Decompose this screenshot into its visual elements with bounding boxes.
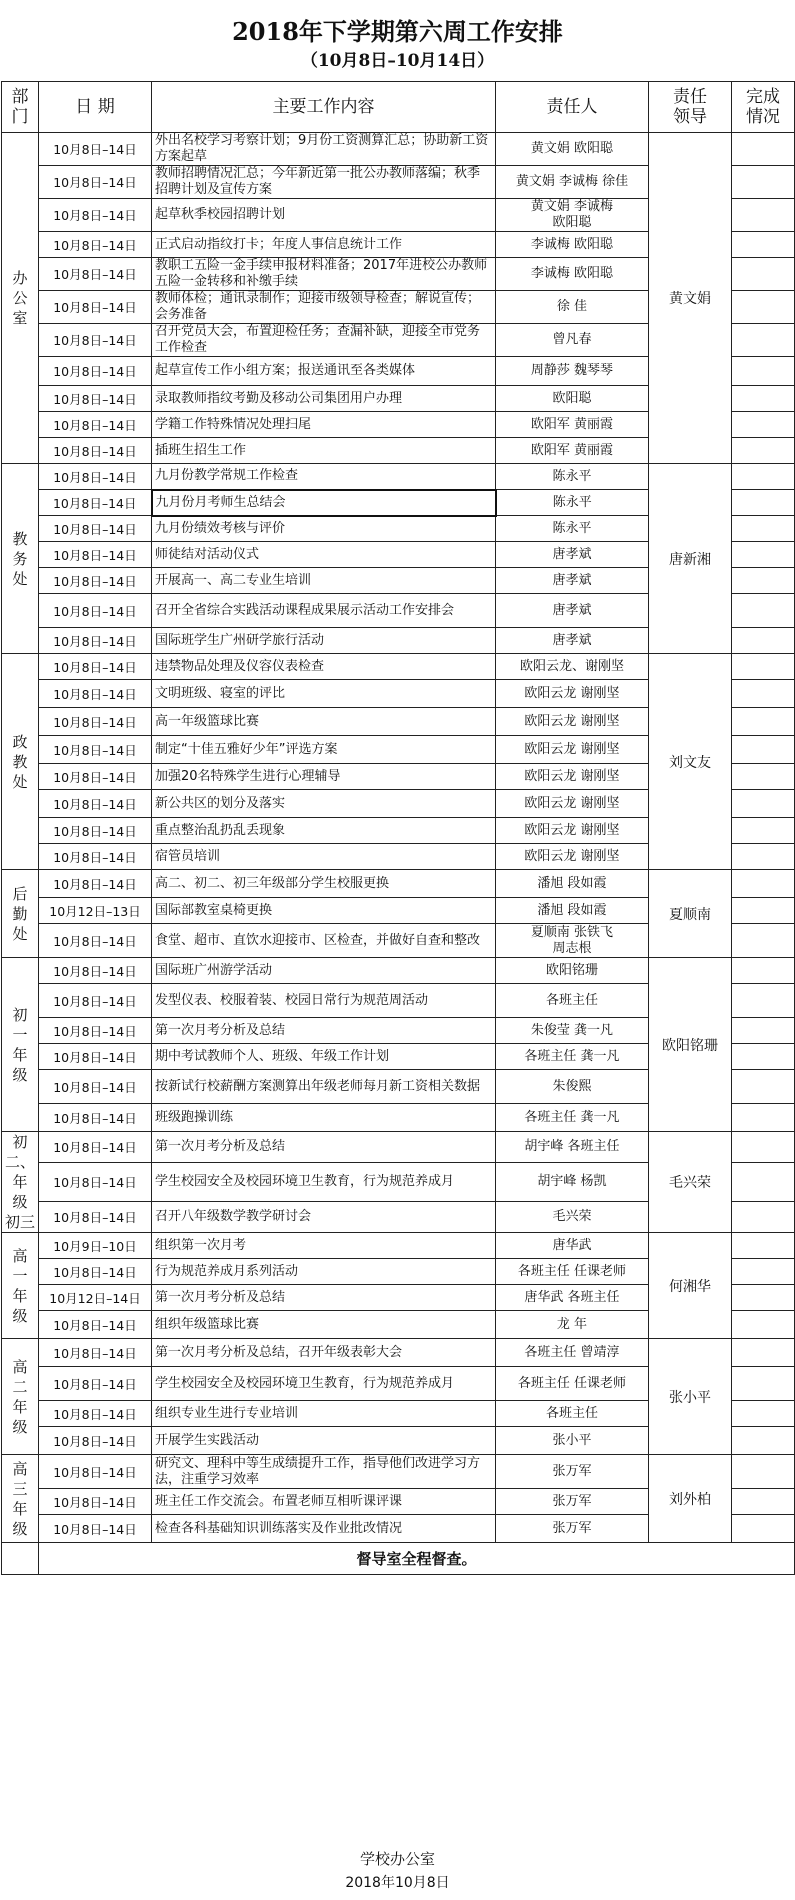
responsible-cell: 李诚梅 欧阳聪 [496, 258, 649, 291]
date-cell: 10月8日–14日 [39, 1070, 152, 1104]
page-title: 2018年下学期第六周工作安排 [232, 17, 563, 46]
responsible-cell: 欧阳云龙 谢刚坚 [496, 844, 649, 870]
task-cell: 九月份绩效考核与评价 [152, 516, 496, 542]
completion-cell [732, 1233, 795, 1259]
completion-cell [732, 291, 795, 324]
task-cell: 班级跑操训练 [152, 1104, 496, 1132]
responsible-cell: 各班主任 龚一凡 [496, 1044, 649, 1070]
dept-cell: 高 二 年 级 [2, 1339, 39, 1455]
date-cell: 10月8日–14日 [39, 654, 152, 680]
leader-cell: 张小平 [649, 1339, 732, 1455]
completion-cell [732, 258, 795, 291]
task-cell: 研究文、理科中等生成绩提升工作，指导他们改进学习方法，注重学习效率 [152, 1455, 496, 1489]
footer-office: 学校办公室 [359, 1850, 435, 1868]
task-cell: 组织年级篮球比赛 [152, 1311, 496, 1339]
date-cell: 10月8日–14日 [39, 1339, 152, 1367]
responsible-cell: 陈永平 [496, 516, 649, 542]
completion-cell [732, 516, 795, 542]
dept-cell: 高 三 年 级 [2, 1455, 39, 1543]
responsible-cell: 唐孝斌 [496, 568, 649, 594]
completion-cell [732, 232, 795, 258]
responsible-cell: 潘旭 段如霞 [496, 870, 649, 898]
table-row [2, 958, 795, 984]
date-cell: 10月8日–14日 [39, 844, 152, 870]
completion-cell [732, 166, 795, 199]
table-row [2, 1455, 795, 1489]
task-cell: 组织第一次月考 [152, 1233, 496, 1259]
leader-cell: 刘文友 [649, 654, 732, 870]
task-cell: 违禁物品处理及仪容仪表检查 [152, 654, 496, 680]
date-cell: 10月8日–14日 [39, 438, 152, 464]
completion-cell [732, 324, 795, 357]
header-task: 主要工作内容 [152, 82, 496, 133]
responsible-cell: 各班主任 龚一凡 [496, 1104, 649, 1132]
task-cell: 插班生招生工作 [152, 438, 496, 464]
task-cell: 文明班级、寝室的评比 [152, 680, 496, 708]
completion-cell [732, 568, 795, 594]
responsible-cell: 夏顺南 张铁飞 周志根 [496, 924, 649, 958]
task-cell: 行为规范养成月系列活动 [152, 1259, 496, 1285]
date-cell: 10月8日–14日 [39, 1044, 152, 1070]
completion-cell [732, 199, 795, 232]
responsible-cell: 欧阳云龙 谢刚坚 [496, 764, 649, 790]
responsible-cell: 潘旭 段如霞 [496, 898, 649, 924]
completion-cell [732, 654, 795, 680]
table-row [2, 1132, 795, 1163]
task-cell: 起草秋季校园招聘计划 [152, 199, 496, 232]
task-cell: 九月份教学常规工作检查 [152, 464, 496, 490]
task-cell: 第一次月考分析及总结，召开年级表彰大会 [152, 1339, 496, 1367]
task-cell: 国际班广州游学活动 [152, 958, 496, 984]
responsible-cell: 唐华武 [496, 1233, 649, 1259]
completion-cell [732, 924, 795, 958]
completion-cell [732, 764, 795, 790]
date-cell: 10月8日–14日 [39, 258, 152, 291]
date-cell: 10月8日–14日 [39, 386, 152, 412]
completion-cell [732, 1132, 795, 1163]
responsible-cell: 黄文娟 李诚梅 欧阳聪 [496, 199, 649, 232]
task-cell: 加强20名特殊学生进行心理辅导 [152, 764, 496, 790]
leader-cell: 夏顺南 [649, 870, 732, 958]
completion-cell [732, 628, 795, 654]
responsible-cell: 欧阳云龙 谢刚坚 [496, 680, 649, 708]
completion-cell [732, 133, 795, 166]
completion-cell [732, 438, 795, 464]
date-cell: 10月8日–14日 [39, 464, 152, 490]
responsible-cell: 各班主任 [496, 1401, 649, 1427]
date-cell: 10月8日–14日 [39, 357, 152, 386]
header-resp: 责任人 [496, 82, 649, 133]
responsible-cell: 龙 年 [496, 1311, 649, 1339]
table-row [2, 1339, 795, 1367]
completion-cell [732, 736, 795, 764]
date-cell: 10月8日–14日 [39, 736, 152, 764]
task-cell: 召开全省综合实践活动课程成果展示活动工作安排会 [152, 594, 496, 628]
leader-cell: 唐新湘 [649, 464, 732, 654]
task-cell: 录取教师指纹考勤及移动公司集团用户办理 [152, 386, 496, 412]
task-cell: 国际班学生广州研学旅行活动 [152, 628, 496, 654]
date-cell: 10月12日–13日 [39, 898, 152, 924]
date-cell: 10月9日–10日 [39, 1233, 152, 1259]
task-cell: 检查各科基础知识训练落实及作业批改情况 [152, 1515, 496, 1543]
task-cell: 第一次月考分析及总结 [152, 1132, 496, 1163]
date-cell: 10月8日–14日 [39, 516, 152, 542]
responsible-cell: 唐华武 各班主任 [496, 1285, 649, 1311]
date-cell: 10月8日–14日 [39, 1367, 152, 1401]
date-cell: 10月8日–14日 [39, 924, 152, 958]
responsible-cell: 胡宇峰 杨凯 [496, 1163, 649, 1201]
responsible-cell: 张万军 [496, 1455, 649, 1489]
task-cell: 第一次月考分析及总结 [152, 1018, 496, 1044]
task-cell: 宿管员培训 [152, 844, 496, 870]
supervision-row [2, 1543, 795, 1575]
completion-cell [732, 984, 795, 1018]
task-cell: 高二、初二、初三年级部分学生校服更换 [152, 870, 496, 898]
responsible-cell: 欧阳云龙 谢刚坚 [496, 818, 649, 844]
task-cell: 学生校园安全及校园环境卫生教育，行为规范养成月 [152, 1163, 496, 1201]
date-cell: 10月8日–14日 [39, 324, 152, 357]
completion-cell [732, 1489, 795, 1515]
date-cell: 10月8日–14日 [39, 984, 152, 1018]
footer-date: 2018年10月8日 [345, 1875, 450, 1891]
completion-cell [732, 1427, 795, 1455]
date-cell: 10月8日–14日 [39, 958, 152, 984]
date-cell: 10月8日–14日 [39, 790, 152, 818]
date-cell: 10月8日–14日 [39, 594, 152, 628]
responsible-cell: 各班主任 任课老师 [496, 1367, 649, 1401]
dept-cell: 后 勤 处 [2, 870, 39, 958]
task-cell: 学籍工作特殊情况处理扫尾 [152, 412, 496, 438]
responsible-cell: 周静莎 魏琴琴 [496, 357, 649, 386]
task-cell: 师徒结对活动仪式 [152, 542, 496, 568]
table-row [2, 654, 795, 680]
responsible-cell: 唐孝斌 [496, 628, 649, 654]
date-cell: 10月8日–14日 [39, 133, 152, 166]
responsible-cell: 朱俊熙 [496, 1070, 649, 1104]
responsible-cell: 欧阳云龙 谢刚坚 [496, 790, 649, 818]
completion-cell [732, 898, 795, 924]
task-cell: 学生校园安全及校园环境卫生教育，行为规范养成月 [152, 1367, 496, 1401]
date-cell: 10月8日–14日 [39, 1104, 152, 1132]
responsible-cell: 欧阳聪 [496, 386, 649, 412]
task-cell: 正式启动指纹打卡；年度人事信息统计工作 [152, 232, 496, 258]
completion-cell [732, 790, 795, 818]
date-cell: 10月8日–14日 [39, 1427, 152, 1455]
task-cell: 外出名校学习考察计划；9月份工资测算汇总；协助新工资方案起草 [152, 133, 496, 166]
task-cell: 按新试行校薪酬方案测算出年级老师每月新工资相关数据 [152, 1070, 496, 1104]
date-cell: 10月8日–14日 [39, 680, 152, 708]
completion-cell [732, 1259, 795, 1285]
completion-cell [732, 818, 795, 844]
responsible-cell: 曾凡春 [496, 324, 649, 357]
date-cell: 10月8日–14日 [39, 490, 152, 516]
completion-cell [732, 1515, 795, 1543]
date-cell: 10月8日–14日 [39, 542, 152, 568]
responsible-cell: 黄文娟 李诚梅 徐佳 [496, 166, 649, 199]
header-dept: 部 门 [2, 82, 39, 133]
completion-cell [732, 412, 795, 438]
responsible-cell: 徐 佳 [496, 291, 649, 324]
task-cell: 教职工五险一金手续申报材料准备；2017年进校公办教师五险一金转移和补缴手续 [152, 258, 496, 291]
date-cell: 10月8日–14日 [39, 818, 152, 844]
date-cell: 10月8日–14日 [39, 1311, 152, 1339]
date-cell: 10月8日–14日 [39, 1259, 152, 1285]
responsible-cell: 张小平 [496, 1427, 649, 1455]
completion-cell [732, 1455, 795, 1489]
task-cell: 期中考试教师个人、班级、年级工作计划 [152, 1044, 496, 1070]
responsible-cell: 各班主任 [496, 984, 649, 1018]
task-cell: 国际部教室桌椅更换 [152, 898, 496, 924]
responsible-cell: 各班主任 任课老师 [496, 1259, 649, 1285]
completion-cell [732, 1339, 795, 1367]
completion-cell [732, 1163, 795, 1201]
task-cell: 食堂、超市、直饮水迎接市、区检查，并做好自查和整改 [152, 924, 496, 958]
completion-cell [732, 1044, 795, 1070]
task-cell: 第一次月考分析及总结 [152, 1285, 496, 1311]
date-cell: 10月8日–14日 [39, 1515, 152, 1543]
dept-cell: 高 一 年 级 [2, 1233, 39, 1339]
completion-cell [732, 490, 795, 516]
date-cell: 10月8日–14日 [39, 232, 152, 258]
task-cell: 起草宣传工作小组方案；报送通讯至各类媒体 [152, 357, 496, 386]
responsible-cell: 李诚梅 欧阳聪 [496, 232, 649, 258]
completion-cell [732, 386, 795, 412]
dept-cell: 政 教 处 [2, 654, 39, 870]
responsible-cell: 欧阳军 黄丽霞 [496, 438, 649, 464]
dept-cell: 初 一 年 级 [2, 958, 39, 1132]
completion-cell [732, 958, 795, 984]
task-cell: 开展学生实践活动 [152, 1427, 496, 1455]
date-cell: 10月8日–14日 [39, 1132, 152, 1163]
leader-cell: 欧阳铭珊 [649, 958, 732, 1132]
completion-cell [732, 357, 795, 386]
responsible-cell: 各班主任 曾靖淳 [496, 1339, 649, 1367]
date-cell: 10月8日–14日 [39, 1455, 152, 1489]
date-cell: 10月8日–14日 [39, 291, 152, 324]
task-cell: 召开八年级数学教学研讨会 [152, 1201, 496, 1232]
completion-cell [732, 1311, 795, 1339]
responsible-cell: 张万军 [496, 1489, 649, 1515]
task-cell: 重点整治乱扔乱丢现象 [152, 818, 496, 844]
dept-cell: 教 务 处 [2, 464, 39, 654]
task-cell: 教师招聘情况汇总；今年新近第一批公办教师落编；秋季招聘计划及宣传方案 [152, 166, 496, 199]
date-cell: 10月8日–14日 [39, 1018, 152, 1044]
leader-cell: 黄文娟 [649, 133, 732, 464]
task-cell: 高一年级篮球比赛 [152, 708, 496, 736]
header-date: 日 期 [39, 82, 152, 133]
leader-cell: 刘外柏 [649, 1455, 732, 1543]
task-cell: 发型仪表、校服着装、校园日常行为规范周活动 [152, 984, 496, 1018]
completion-cell [732, 870, 795, 898]
header-lead: 责任 领导 [649, 82, 732, 133]
date-cell: 10月8日–14日 [39, 568, 152, 594]
responsible-cell: 陈永平 [496, 464, 649, 490]
table-row [2, 133, 795, 166]
date-cell: 10月8日–14日 [39, 628, 152, 654]
date-cell: 10月8日–14日 [39, 1489, 152, 1515]
date-cell: 10月8日–14日 [39, 1163, 152, 1201]
date-cell: 10月8日–14日 [39, 1401, 152, 1427]
date-cell: 10月8日–14日 [39, 764, 152, 790]
date-cell: 10月8日–14日 [39, 1201, 152, 1232]
supervision-blank [2, 1543, 39, 1575]
completion-cell [732, 1018, 795, 1044]
task-cell: 教师体检；通讯录制作；迎接市级领导检查；解说宣传；会务准备 [152, 291, 496, 324]
responsible-cell: 陈永平 [496, 490, 649, 516]
task-cell: 新公共区的划分及落实 [152, 790, 496, 818]
task-cell: 九月份月考师生总结会 [152, 490, 496, 516]
date-cell: 10月8日–14日 [39, 166, 152, 199]
date-cell: 10月8日–14日 [39, 199, 152, 232]
completion-cell [732, 1070, 795, 1104]
date-cell: 10月8日–14日 [39, 708, 152, 736]
task-cell: 召开党员大会，布置迎检任务；查漏补缺，迎接全市党务工作检查 [152, 324, 496, 357]
table-row [2, 464, 795, 490]
responsible-cell: 唐孝斌 [496, 594, 649, 628]
completion-cell [732, 542, 795, 568]
table-row [2, 870, 795, 898]
dept-cell: 初二、 年 级 初三 [2, 1132, 39, 1233]
task-cell: 组织专业生进行专业培训 [152, 1401, 496, 1427]
supervision-note: 督导室全程督查。 [39, 1543, 795, 1575]
responsible-cell: 唐孝斌 [496, 542, 649, 568]
responsible-cell: 欧阳铭珊 [496, 958, 649, 984]
task-cell: 开展高一、高二专业生培训 [152, 568, 496, 594]
completion-cell [732, 680, 795, 708]
responsible-cell: 欧阳云龙、谢刚坚 [496, 654, 649, 680]
responsible-cell: 朱俊莹 龚一凡 [496, 1018, 649, 1044]
completion-cell [732, 1104, 795, 1132]
completion-cell [732, 708, 795, 736]
completion-cell [732, 464, 795, 490]
task-cell: 制定“十佳五雅好少年”评选方案 [152, 736, 496, 764]
schedule-table [1, 81, 795, 1575]
leader-cell: 何湘华 [649, 1233, 732, 1339]
completion-cell [732, 1201, 795, 1232]
task-cell: 班主任工作交流会。布置老师互相听课评课 [152, 1489, 496, 1515]
responsible-cell: 毛兴荣 [496, 1201, 649, 1232]
completion-cell [732, 1401, 795, 1427]
date-cell: 10月8日–14日 [39, 870, 152, 898]
header-row [2, 82, 795, 133]
responsible-cell: 欧阳云龙 谢刚坚 [496, 708, 649, 736]
completion-cell [732, 1285, 795, 1311]
responsible-cell: 黄文娟 欧阳聪 [496, 133, 649, 166]
responsible-cell: 张万军 [496, 1515, 649, 1543]
completion-cell [732, 594, 795, 628]
completion-cell [732, 1367, 795, 1401]
header-done: 完成 情况 [732, 82, 795, 133]
responsible-cell: 欧阳云龙 谢刚坚 [496, 736, 649, 764]
table-row [2, 1233, 795, 1259]
date-cell: 10月8日–14日 [39, 412, 152, 438]
date-cell: 10月12日–14日 [39, 1285, 152, 1311]
page-subtitle: （10月8日–10月14日） [300, 51, 495, 71]
responsible-cell: 胡宇峰 各班主任 [496, 1132, 649, 1163]
leader-cell: 毛兴荣 [649, 1132, 732, 1233]
responsible-cell: 欧阳军 黄丽霞 [496, 412, 649, 438]
dept-cell: 办 公 室 [2, 133, 39, 464]
completion-cell [732, 844, 795, 870]
